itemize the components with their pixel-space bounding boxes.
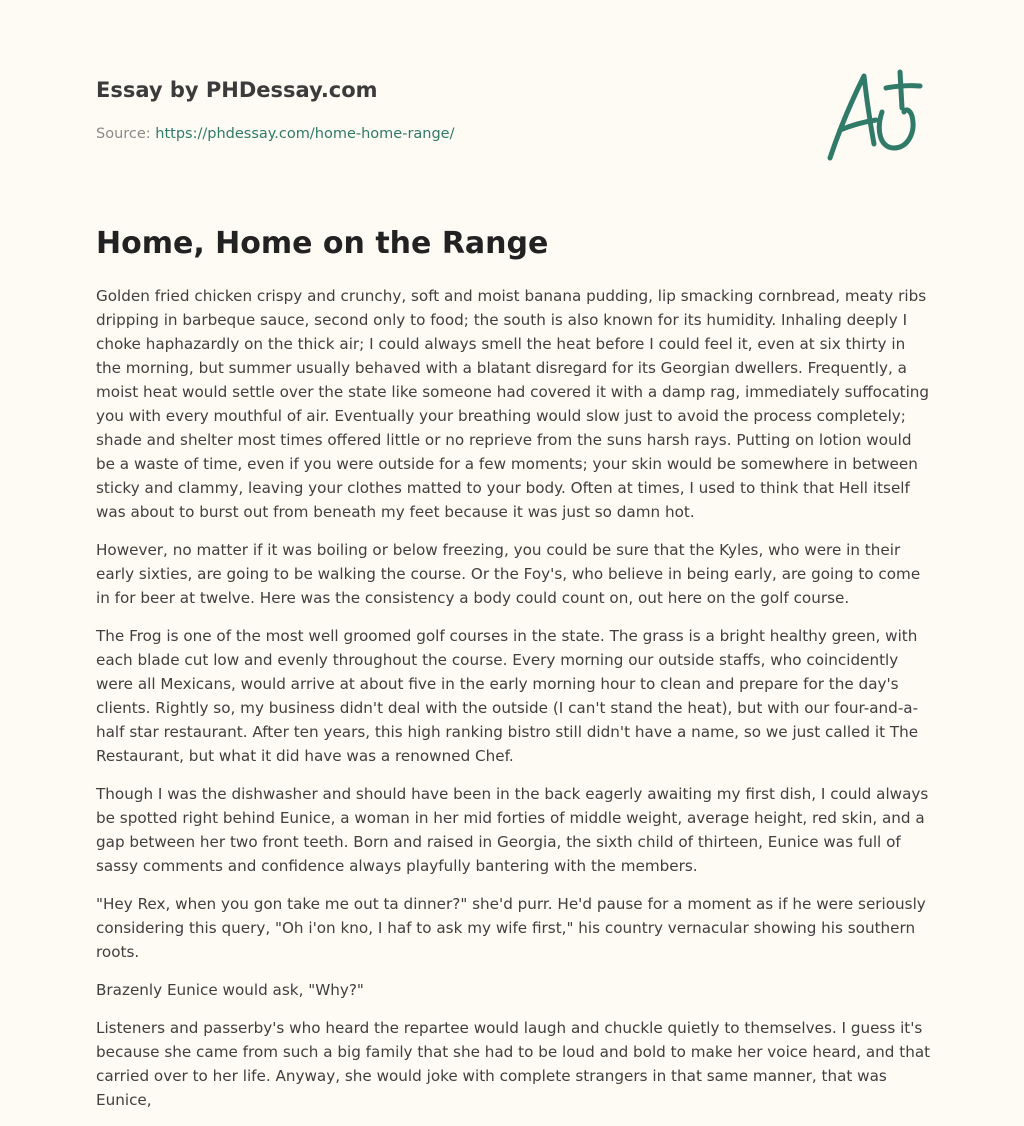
a-plus-logo-icon	[820, 64, 930, 168]
paragraph: The Frog is one of the most well groomed golf courses in the state. The grass is a bright healthy green, with each blade cut low and evenly throughout the course. Every morning our outside staffs, who coincidently were all Mexicans, would arrive at about five in the early morning hour to clean and prepare for the day's clients. Rightly so, my business didn't deal with the outside (I can't stand the heat), but with our four-and-a-half star restaurant. After ten years, this high ranking bistro still didn't have a name, so we just called it The Restaurant, but what it did have was a renowned Chef.	[96, 627, 919, 765]
essay-body	[96, 284, 932, 1126]
paragraph: Listeners and passerby's who heard the repartee would laugh and chuckle quietly to themselves. I guess it's because she came from such a big family that she had to be loud and bold to make her voice heard, and that carried over to her life. Anyway, she would joke with complete strangers in that same manner, that was Eunice,	[96, 1019, 931, 1109]
paragraph: Golden fried chicken crispy and crunchy, soft and moist banana pudding, lip smacking cornbread, meaty ribs dripping in barbeque sauce, second only to food; the south is also known for its humidity. Inhaling deeply I choke haphazardly on the thick air; I could always smell the heat before I could feel it, even at six thirty in the morning, but summer usually behaved with a blatant disregard for its Georgian dwellers. Frequently, a moist heat would settle over the state like someone had covered it with a damp rag, immediately suffocating you with every mouthful of air. Eventually your breathing would slow just to avoid the process completely; shade and shelter most times offered little or no reprieve from the suns harsh rays. Putting on lotion would be a waste of time, even if you were outside for a few moments; your skin would be somewhere in between sticky and clammy, leaving your clothes matted to your body. Often at times, I used to think that Hell itself was about to burst out from beneath my feet because it was just so damn hot.	[96, 287, 930, 521]
source-link[interactable]: https://phdessay.com/home-home-range/	[155, 126, 455, 142]
source-label: Source:	[96, 126, 156, 142]
header	[96, 76, 796, 144]
site-name: Essay by PHDessay.com	[96, 78, 378, 102]
source-line	[96, 124, 796, 144]
essay-title: Home, Home on the Range	[96, 226, 549, 261]
paragraph: "Hey Rex, when you gon take me out ta dinner?" she'd purr. He'd pause for a moment as if he were seriously considering this query, "Oh i'on kno, I haf to ask my wife first," his country vernacular showing his southern roots.	[96, 895, 926, 961]
paragraph: Brazenly Eunice would ask, "Why?"	[96, 981, 364, 999]
paragraph: However, no matter if it was boiling or below freezing, you could be sure that the Kyles, who were in their early sixties, are going to be walking the course. Or the Foy's, who believe in being early, are going to come in for beer at twelve. Here was the consistency a body could count on, out here on the golf course.	[96, 541, 921, 607]
paragraph: Though I was the dishwasher and should have been in the back eagerly awaiting my first dish, I could always be spotted right behind Eunice, a woman in her mid forties of middle weight, average height, red skin, and a gap between her two front teeth. Born and raised in Georgia, the sixth child of thirteen, Eunice was full of sassy comments and confidence always playfully bantering with the members.	[96, 785, 929, 875]
